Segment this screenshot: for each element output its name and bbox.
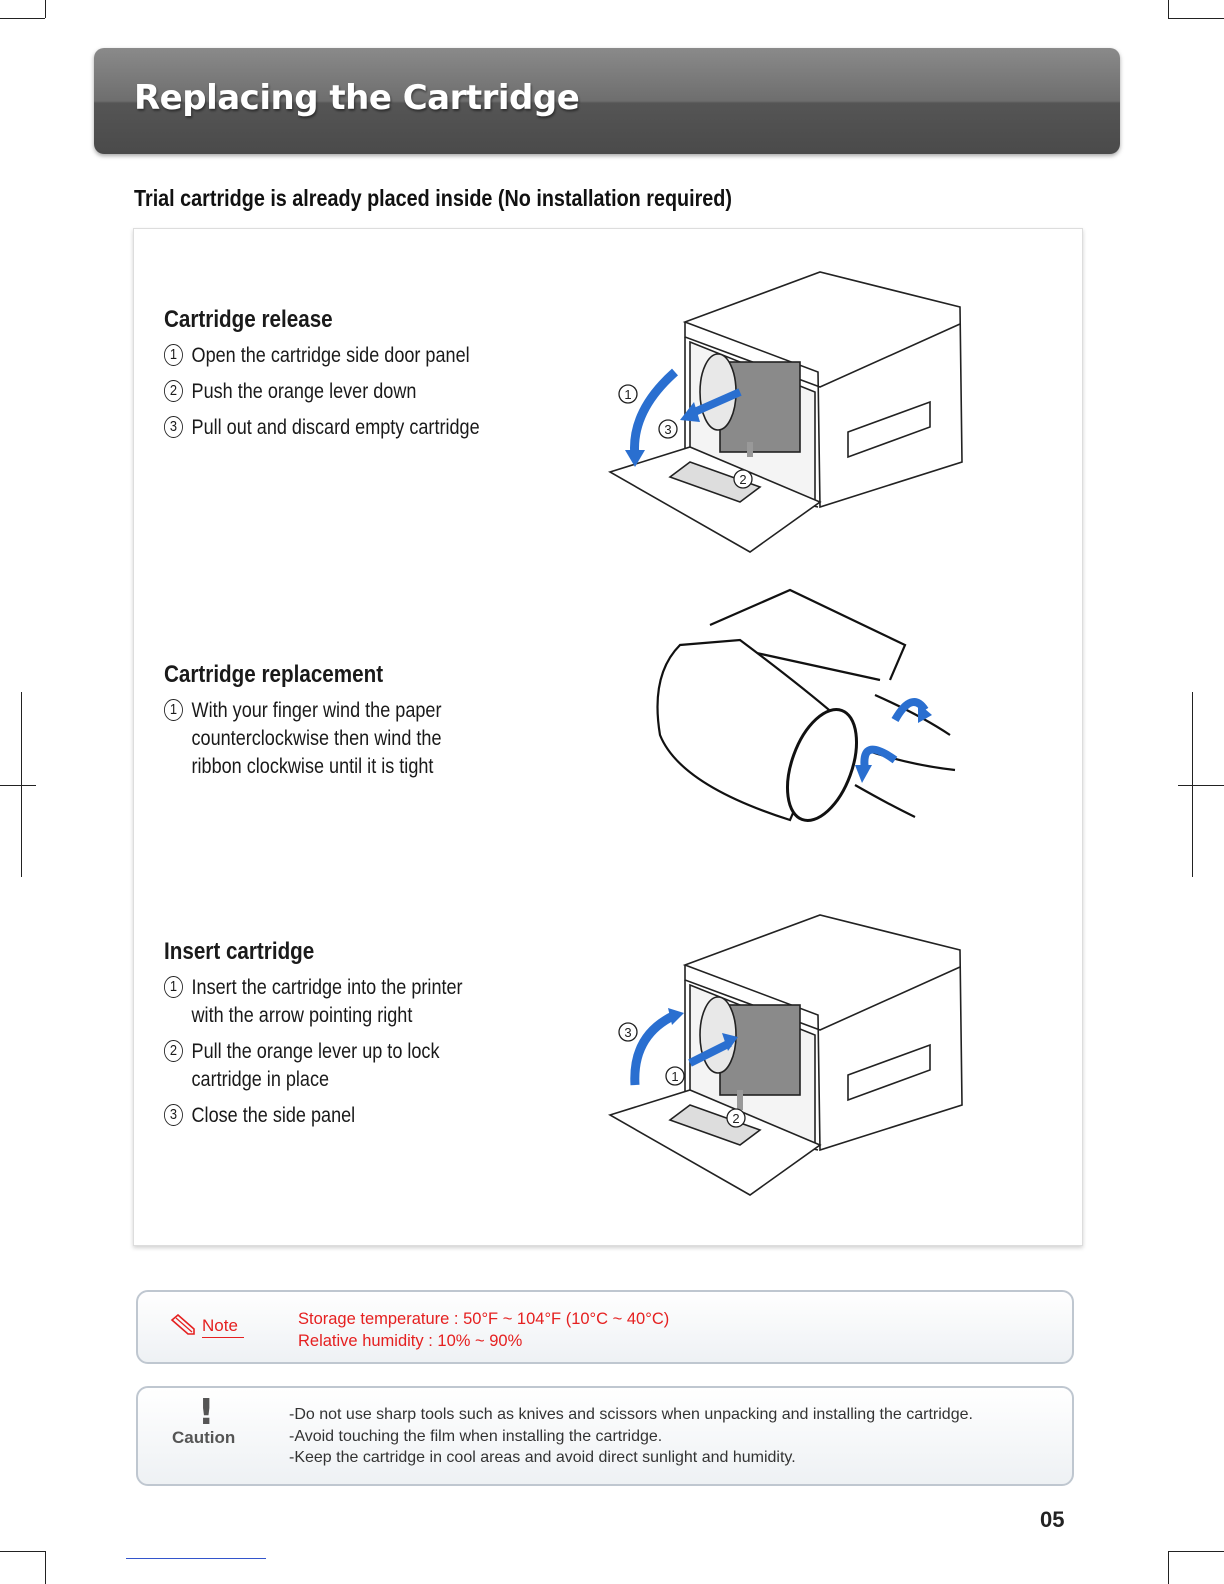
section-cartridge-release bbox=[164, 306, 584, 450]
step-item bbox=[164, 1038, 491, 1094]
callout-label: 3 bbox=[664, 422, 672, 437]
crop-mark bbox=[1168, 1551, 1224, 1552]
caution-line: -Do not use sharp tools such as knives and scissors when unpacking and installing the cartridge. bbox=[289, 1406, 973, 1423]
page-subtitle: Trial cartridge is already placed inside (No installation required) bbox=[134, 185, 732, 211]
step-item bbox=[164, 378, 585, 406]
cartridge-winding-illustration bbox=[650, 585, 970, 835]
step-number: 1 bbox=[164, 344, 183, 366]
step-number: 1 bbox=[164, 976, 183, 998]
crop-mark bbox=[0, 18, 45, 19]
step-number: 3 bbox=[164, 416, 183, 438]
step-number: 2 bbox=[164, 1040, 183, 1062]
step-text: With your finger wind the paper counterclockwise then wind the ribbon clockwise until it is tight bbox=[191, 699, 442, 778]
callout-label: 3 bbox=[624, 1025, 632, 1040]
step-item bbox=[164, 697, 474, 781]
pencil-icon bbox=[168, 1314, 198, 1338]
step-text: Close the side panel bbox=[191, 1104, 356, 1127]
section-insert-cartridge bbox=[164, 938, 584, 1138]
printer-release-illustration bbox=[590, 262, 980, 562]
step-text: Pull the orange lever up to lock cartridge in place bbox=[191, 1040, 440, 1091]
crop-mark bbox=[1168, 18, 1224, 19]
step-text: Pull out and discard empty cartridge bbox=[191, 416, 480, 439]
step-text: Push the orange lever down bbox=[191, 380, 417, 403]
printer-insert-illustration bbox=[590, 905, 980, 1205]
note-line: Storage temperature : 50°F ~ 104°F (10°C ~ 40°C) bbox=[298, 1310, 670, 1328]
step-number: 3 bbox=[164, 1104, 183, 1126]
crop-mark bbox=[45, 1551, 46, 1584]
note-text bbox=[298, 1308, 669, 1352]
crop-mark bbox=[1178, 785, 1224, 786]
caution-line: -Keep the cartridge in cool areas and avoid direct sunlight and humidity. bbox=[289, 1449, 796, 1466]
page-title: Replacing the Cartridge bbox=[134, 78, 580, 118]
section-title: Insert cartridge bbox=[164, 938, 315, 965]
section-title: Cartridge release bbox=[164, 306, 333, 333]
step-text: Insert the cartridge into the printer with the arrow pointing right bbox=[191, 976, 463, 1027]
callout-label: 1 bbox=[624, 387, 632, 402]
caution-line: -Avoid touching the film when installing the cartridge. bbox=[289, 1427, 663, 1445]
step-text: Open the cartridge side door panel bbox=[191, 344, 470, 367]
note-box bbox=[136, 1290, 1074, 1364]
exclamation-icon: ! bbox=[198, 1392, 215, 1433]
crop-mark bbox=[0, 785, 36, 786]
crop-mark bbox=[1168, 1551, 1169, 1584]
step-item bbox=[164, 974, 491, 1030]
callout-label: 1 bbox=[671, 1069, 679, 1084]
callout-label: 2 bbox=[739, 472, 747, 487]
crop-mark bbox=[0, 1551, 45, 1552]
caution-label: Caution bbox=[172, 1428, 236, 1447]
callout-label: 2 bbox=[732, 1111, 740, 1126]
step-item bbox=[164, 1102, 585, 1130]
step-number: 1 bbox=[164, 699, 183, 721]
crop-mark bbox=[45, 0, 46, 18]
section-cartridge-replacement bbox=[164, 661, 584, 789]
step-number: 2 bbox=[164, 380, 183, 402]
step-item bbox=[164, 414, 585, 442]
step-item bbox=[164, 342, 585, 370]
note-label: Note bbox=[202, 1316, 244, 1338]
caution-text bbox=[289, 1404, 973, 1469]
crop-mark bbox=[1168, 0, 1169, 18]
footer-line bbox=[126, 1558, 266, 1559]
page-number: 05 bbox=[1040, 1507, 1065, 1532]
note-line: Relative humidity : 10% ~ 90% bbox=[298, 1332, 523, 1350]
header-bar bbox=[94, 48, 1120, 154]
section-title: Cartridge replacement bbox=[164, 661, 384, 688]
caution-box bbox=[136, 1386, 1074, 1486]
